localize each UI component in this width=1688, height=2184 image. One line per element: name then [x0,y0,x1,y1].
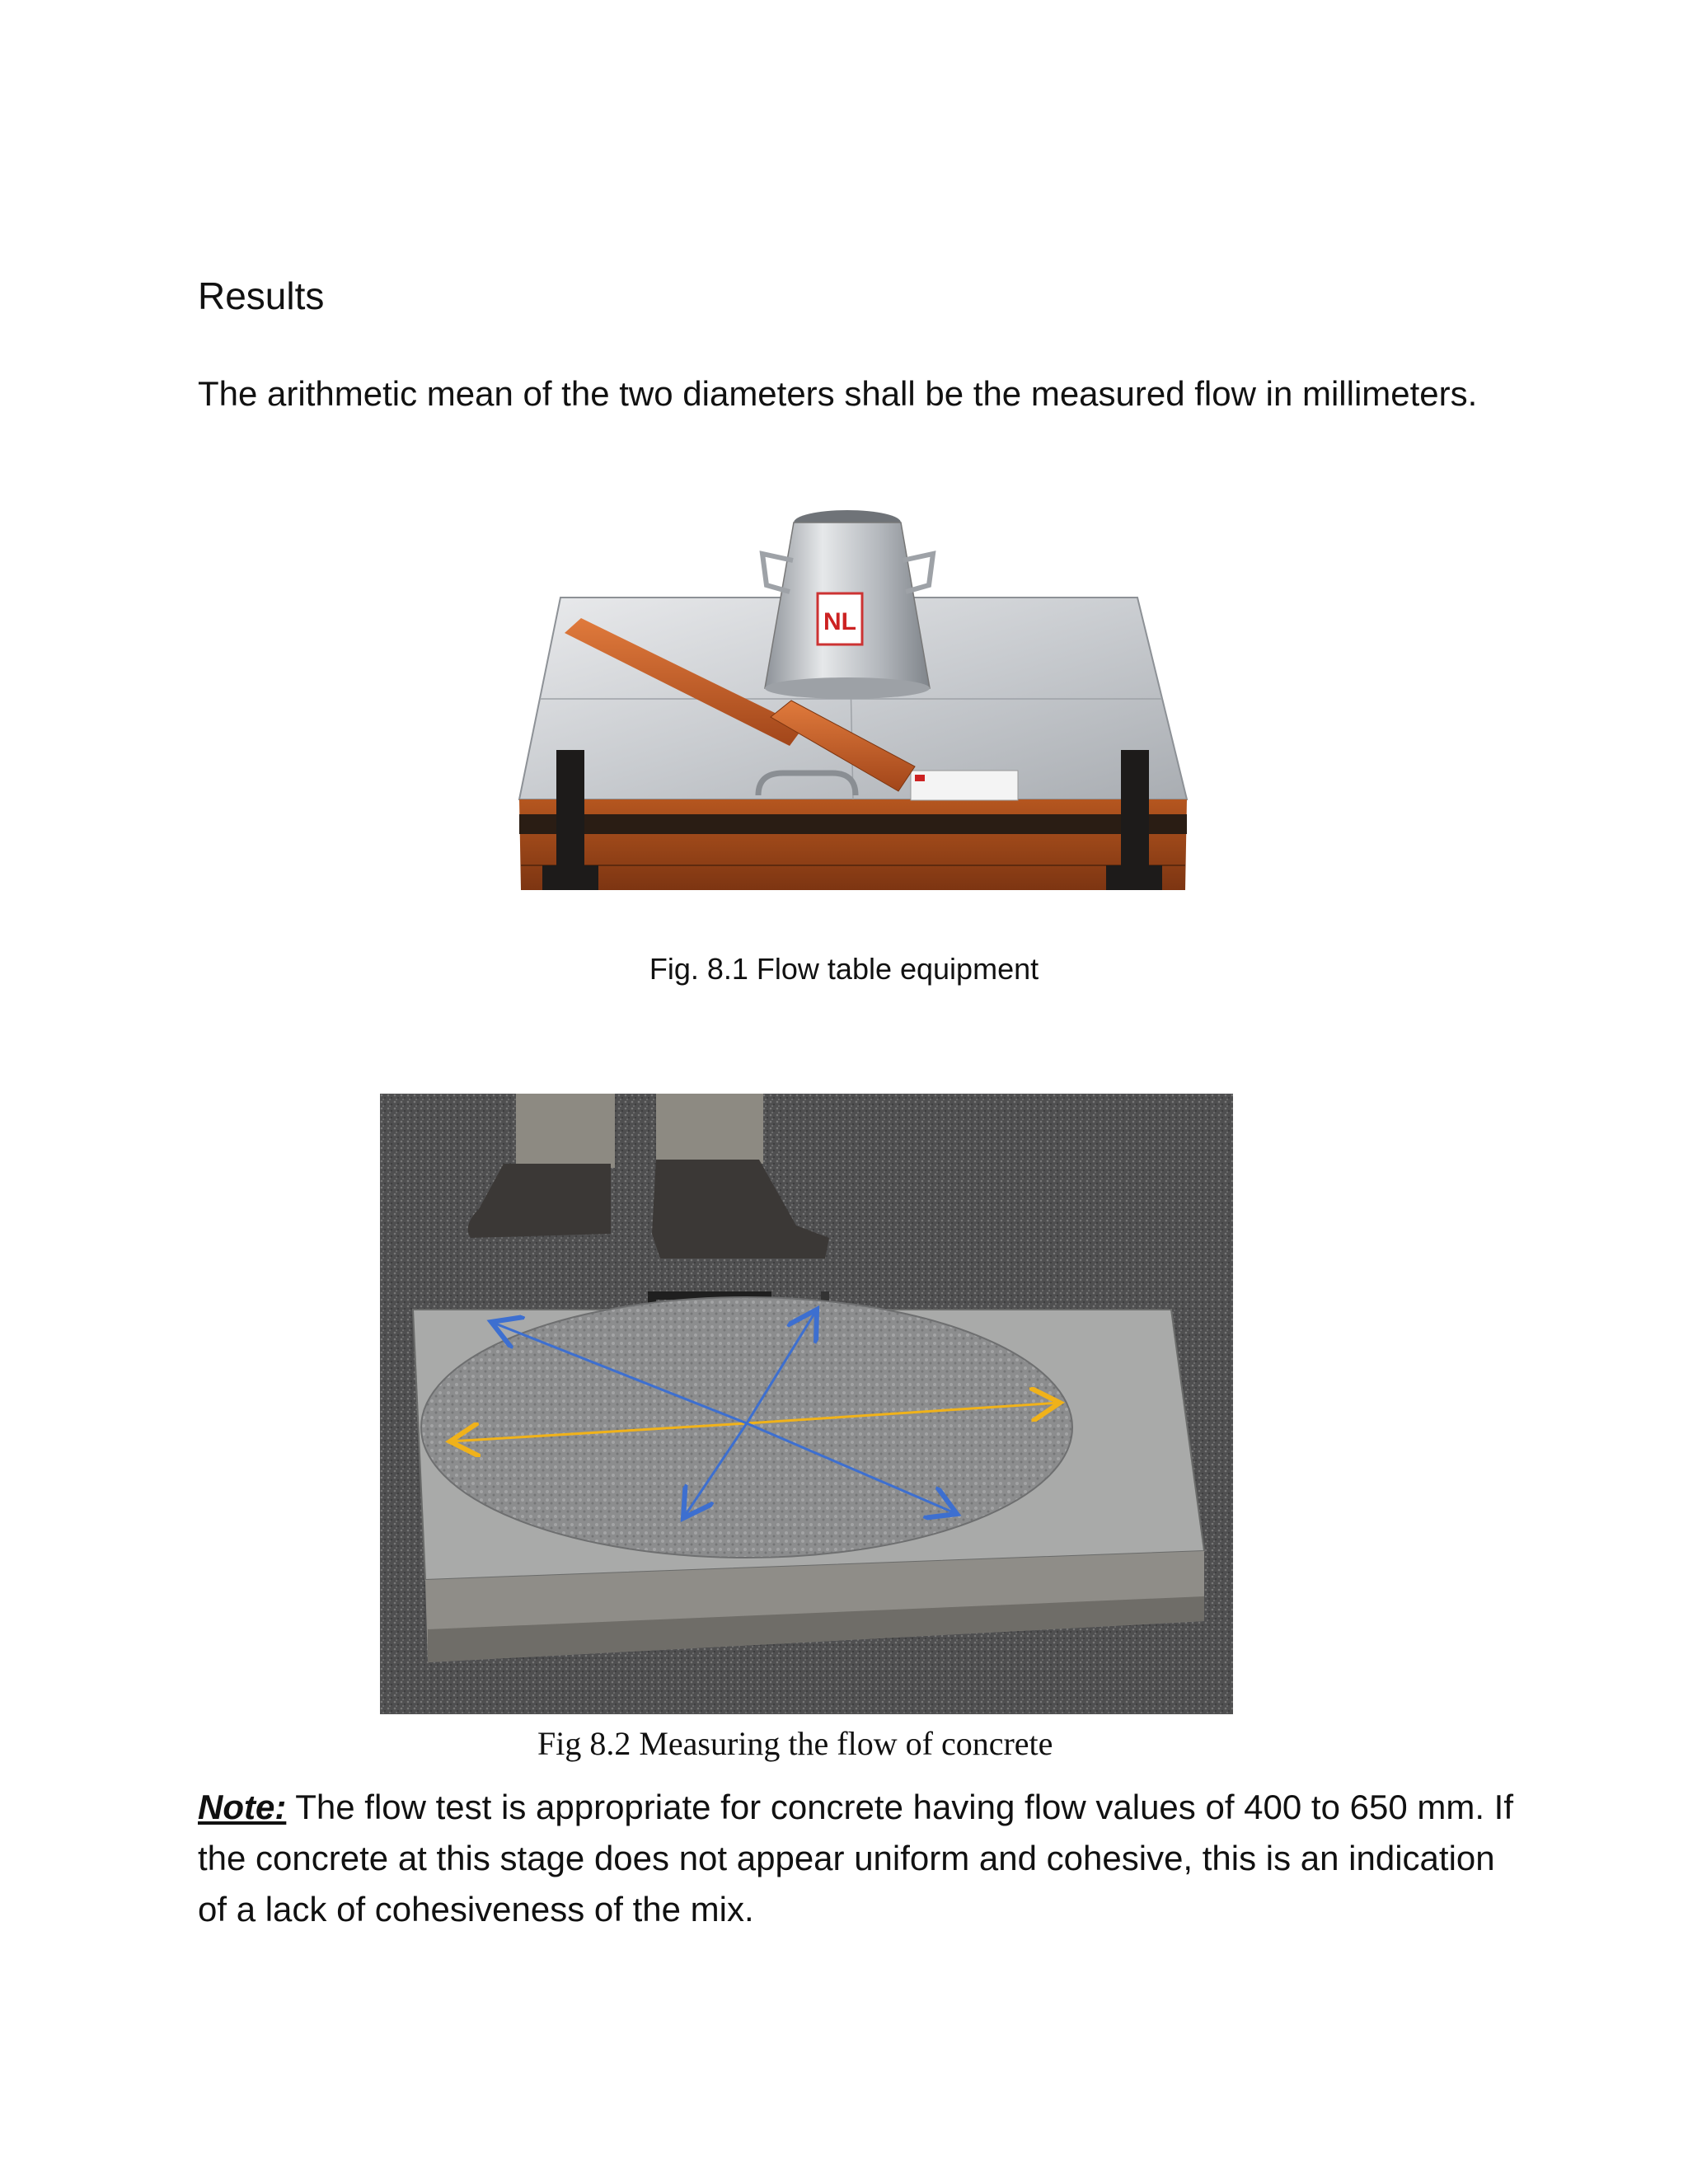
cone-logo: NL [823,608,856,635]
flow-table-equipment-image [486,503,1212,923]
results-paragraph: The arithmetic mean of the two diameters shall be the measured flow in millimeters. [198,374,1478,413]
figure-2-caption: Fig 8.2 Measuring the flow of concrete [537,1725,1053,1762]
figure-1-caption: Fig. 8.1 Flow table equipment [649,952,1039,986]
concrete-flow-measurement-image [380,1094,1233,1714]
note-paragraph [198,1782,1517,1935]
note-label: Note: [198,1788,287,1826]
note-text: The flow test is appropriate for concrete having flow values of 400 to 650 mm. If the concrete at this stage does not appear uniform and cohesive, this is an indication of a lack of cohesiveness of the mix. [198,1788,1513,1929]
section-heading: Results [198,274,325,317]
